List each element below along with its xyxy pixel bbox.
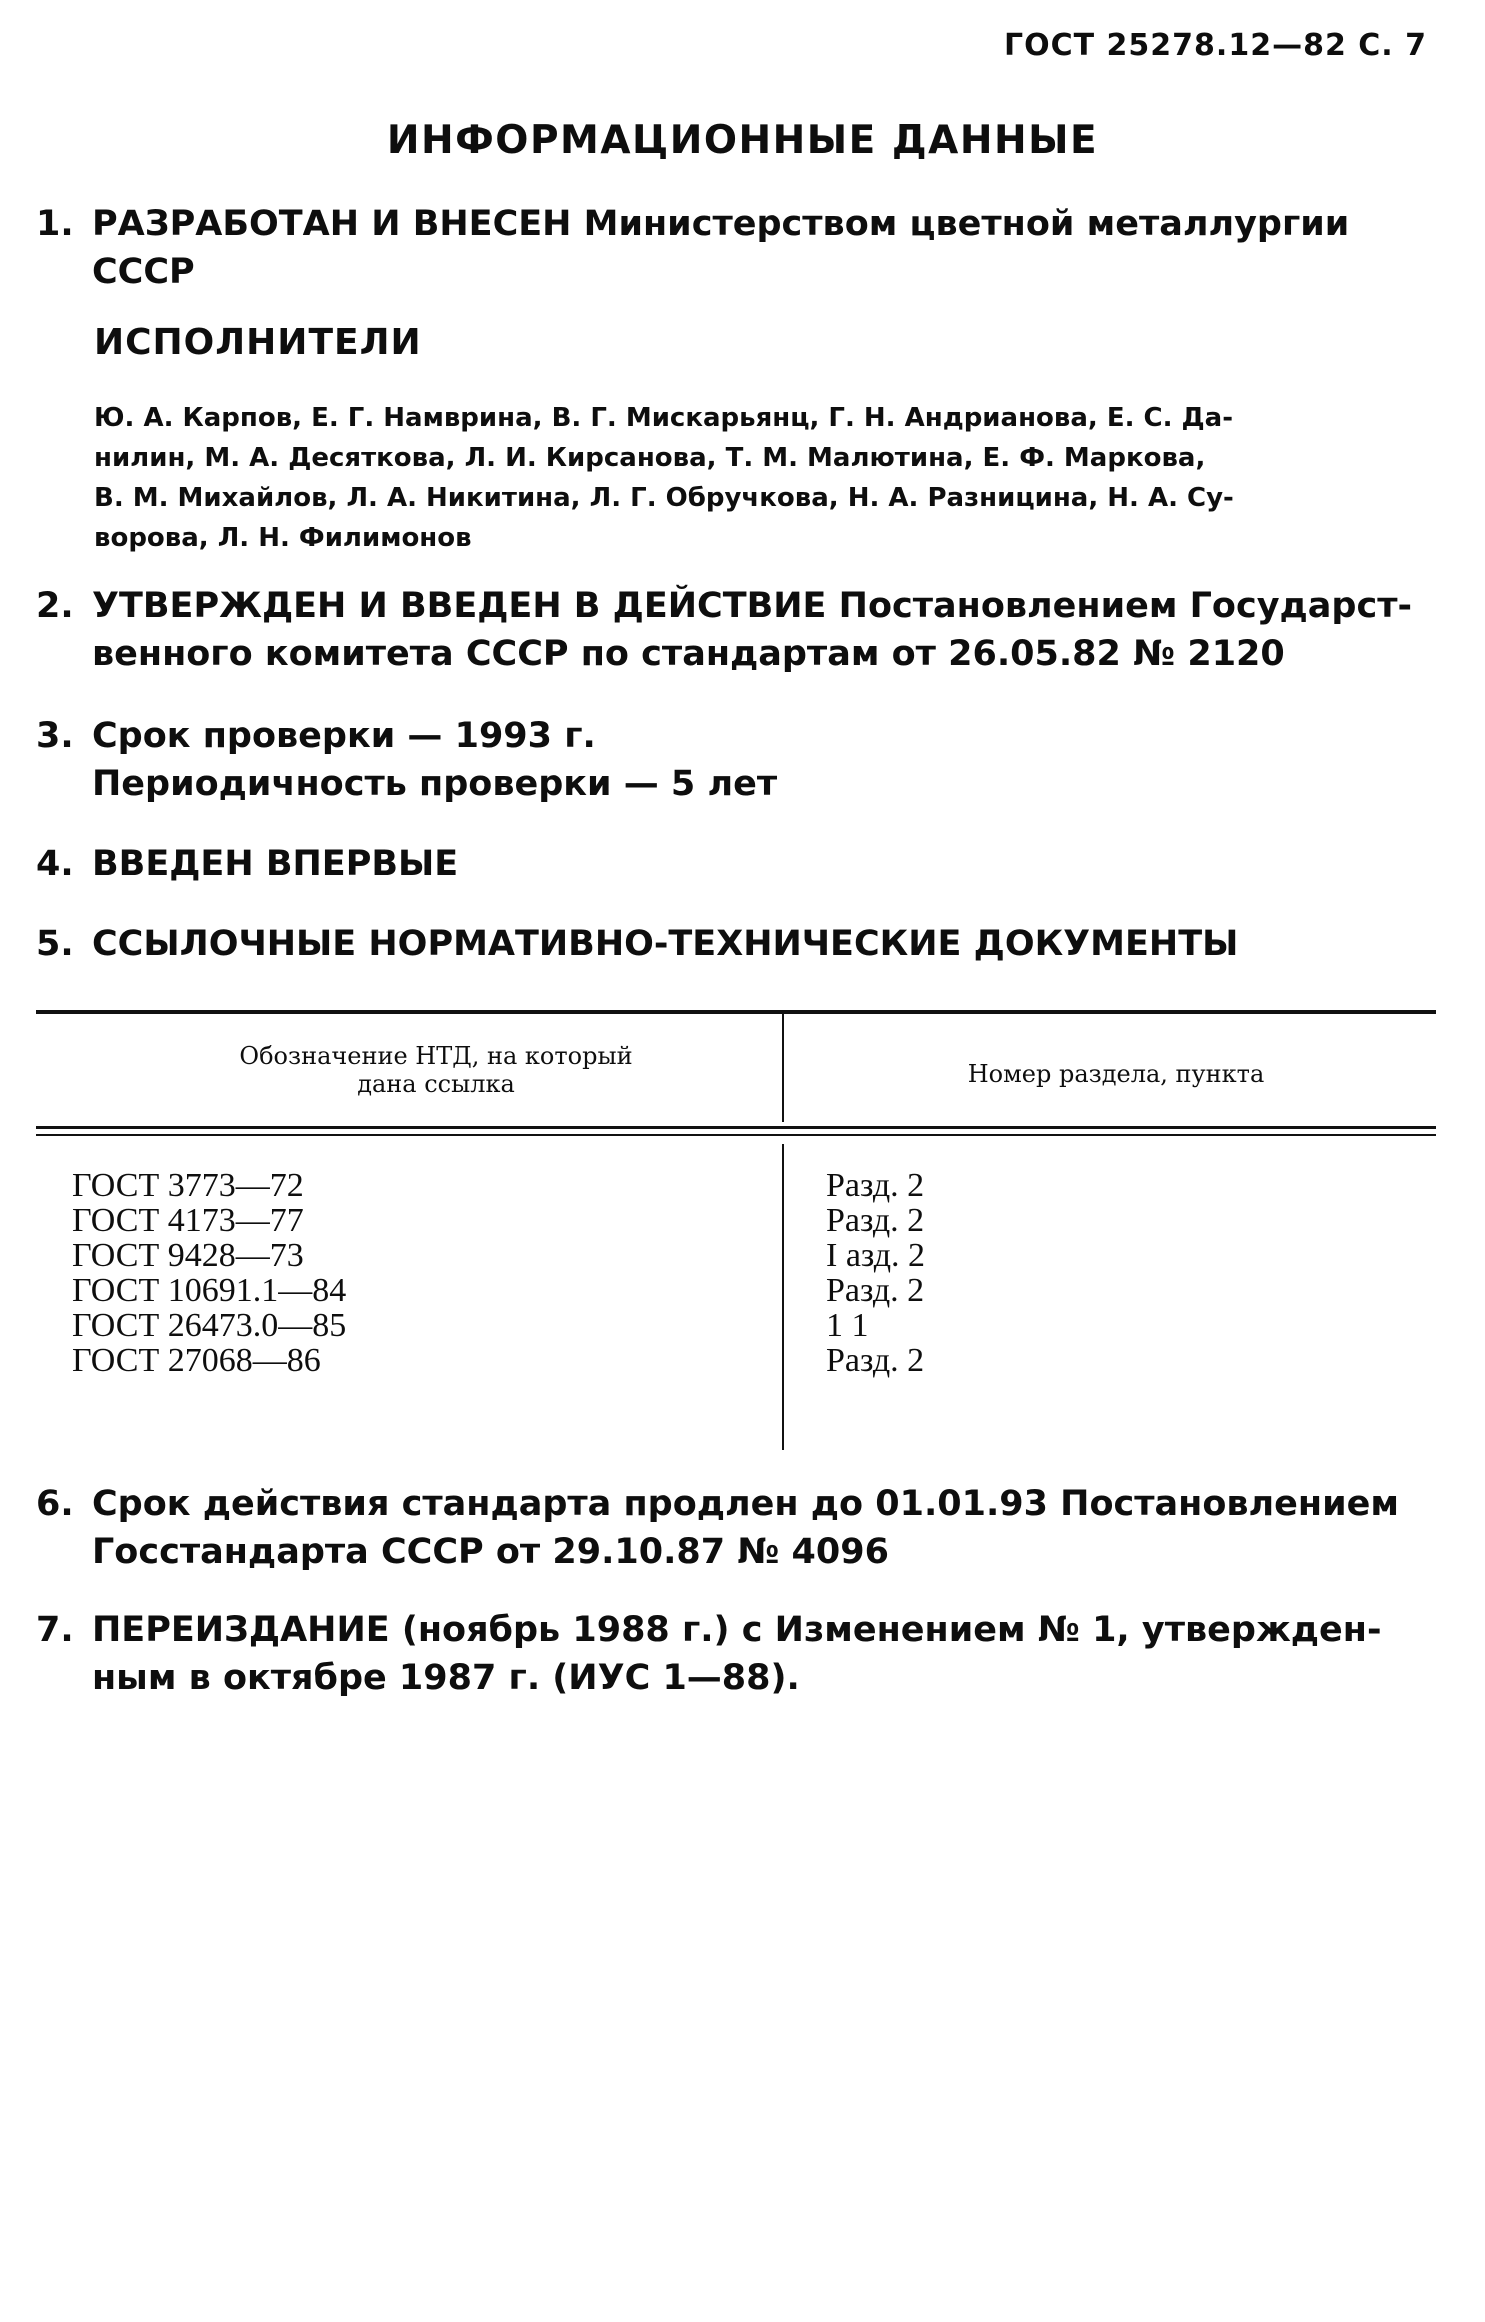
section-number: 2. xyxy=(36,586,74,626)
section-line: СССР xyxy=(92,252,195,292)
section-text xyxy=(92,712,1436,808)
executors-line: В. М. Михайлов, Л. А. Никитина, Л. Г. Обручкова, Н. А. Разницина, Н. А. Су- xyxy=(94,483,1234,513)
table-cell-doc: ГОСТ 3773—72 xyxy=(72,1167,304,1204)
table-column-sections xyxy=(826,1168,925,1378)
table-header-line: дана ссылка xyxy=(357,1070,515,1098)
table-header-rule-2 xyxy=(36,1134,1436,1136)
table-cell-section: Разд. 2 xyxy=(826,1202,925,1239)
executors-line: нилин, М. А. Десяткова, Л. И. Кирсанова, Т. М. Малютина, Е. Ф. Маркова, xyxy=(94,443,1206,473)
section-2 xyxy=(36,582,1436,678)
section-line: Госстандарта СССР от 29.10.87 № 4096 xyxy=(92,1532,889,1572)
section-line: ВВЕДЕН ВПЕРВЫЕ xyxy=(92,844,459,884)
section-line: Срок проверки — 1993 г. xyxy=(92,716,596,756)
section-text xyxy=(92,200,1436,296)
executors-line: Ю. А. Карпов, Е. Г. Намврина, В. Г. Мискарьянц, Г. Н. Андрианова, Е. С. Да- xyxy=(94,403,1234,433)
table-cell-section: Разд. 2 xyxy=(826,1342,925,1379)
section-number: 1. xyxy=(36,204,74,244)
section-1 xyxy=(36,200,1436,296)
section-line: венного комитета СССР по стандартам от 26.05.82 № 2120 xyxy=(92,634,1285,674)
section-line: ПЕРЕИЗДАНИЕ (ноябрь 1988 г.) с Изменением № 1, утвержден- xyxy=(92,1610,1382,1650)
table-cell-doc: ГОСТ 26473.0—85 xyxy=(72,1307,347,1344)
section-text xyxy=(92,1480,1436,1576)
table-header-line: Обозначение НТД, на который xyxy=(239,1042,633,1070)
table-column-documents xyxy=(72,1168,346,1378)
executors-list xyxy=(94,398,1434,558)
section-line: РАЗРАБОТАН И ВНЕСЕН Министерством цветной металлургии xyxy=(92,204,1350,244)
section-text xyxy=(92,582,1436,678)
section-line: ССЫЛОЧНЫЕ НОРМАТИВНО-ТЕХНИЧЕСКИЕ ДОКУМЕНТЫ xyxy=(92,924,1239,964)
executors-heading: ИСПОЛНИТЕЛИ xyxy=(94,322,422,363)
table-body-divider xyxy=(782,1144,784,1450)
section-text xyxy=(92,920,1436,968)
section-6 xyxy=(36,1480,1436,1576)
section-5 xyxy=(36,920,1436,968)
section-number: 5. xyxy=(36,924,74,964)
section-text xyxy=(92,840,1436,888)
table-cell-section: I азд. 2 xyxy=(826,1237,926,1274)
section-number: 6. xyxy=(36,1484,74,1524)
table-header-rule xyxy=(36,1126,1436,1129)
section-text xyxy=(92,1606,1436,1702)
table-cell-section: Разд. 2 xyxy=(826,1167,925,1204)
section-7 xyxy=(36,1606,1436,1702)
section-number: 3. xyxy=(36,716,74,756)
table-cell-section: 1 1 xyxy=(826,1307,869,1344)
table-cell-doc: ГОСТ 10691.1—84 xyxy=(72,1272,347,1309)
section-line: Периодичность проверки — 5 лет xyxy=(92,764,778,804)
section-line: ным в октябре 1987 г. (ИУС 1—88). xyxy=(92,1658,800,1698)
reference-table xyxy=(36,1010,1436,1450)
table-top-rule xyxy=(36,1010,1436,1014)
page-title: ИНФОРМАЦИОННЫЕ ДАННЫЕ xyxy=(386,118,1099,163)
table-cell-section: Разд. 2 xyxy=(826,1272,925,1309)
section-line: УТВЕРЖДЕН И ВВЕДЕН В ДЕЙСТВИЕ Постановлением Государст- xyxy=(92,586,1413,626)
table-header-divider xyxy=(782,1014,784,1122)
section-line: Срок действия стандарта продлен до 01.01.93 Постановлением xyxy=(92,1484,1399,1524)
table-cell-doc: ГОСТ 27068—86 xyxy=(72,1342,321,1379)
section-4 xyxy=(36,840,1436,888)
page-header-ref: ГОСТ 25278.12—82 С. 7 xyxy=(1004,28,1427,63)
table-cell-doc: ГОСТ 4173—77 xyxy=(72,1202,304,1239)
section-number: 7. xyxy=(36,1610,74,1650)
section-3 xyxy=(36,712,1436,808)
table-cell-doc: ГОСТ 9428—73 xyxy=(72,1237,304,1274)
table-header-section: Номер раздела, пункта xyxy=(967,1060,1265,1088)
table-header-document xyxy=(136,1042,736,1098)
section-number: 4. xyxy=(36,844,74,884)
executors-line: ворова, Л. Н. Филимонов xyxy=(94,523,472,553)
